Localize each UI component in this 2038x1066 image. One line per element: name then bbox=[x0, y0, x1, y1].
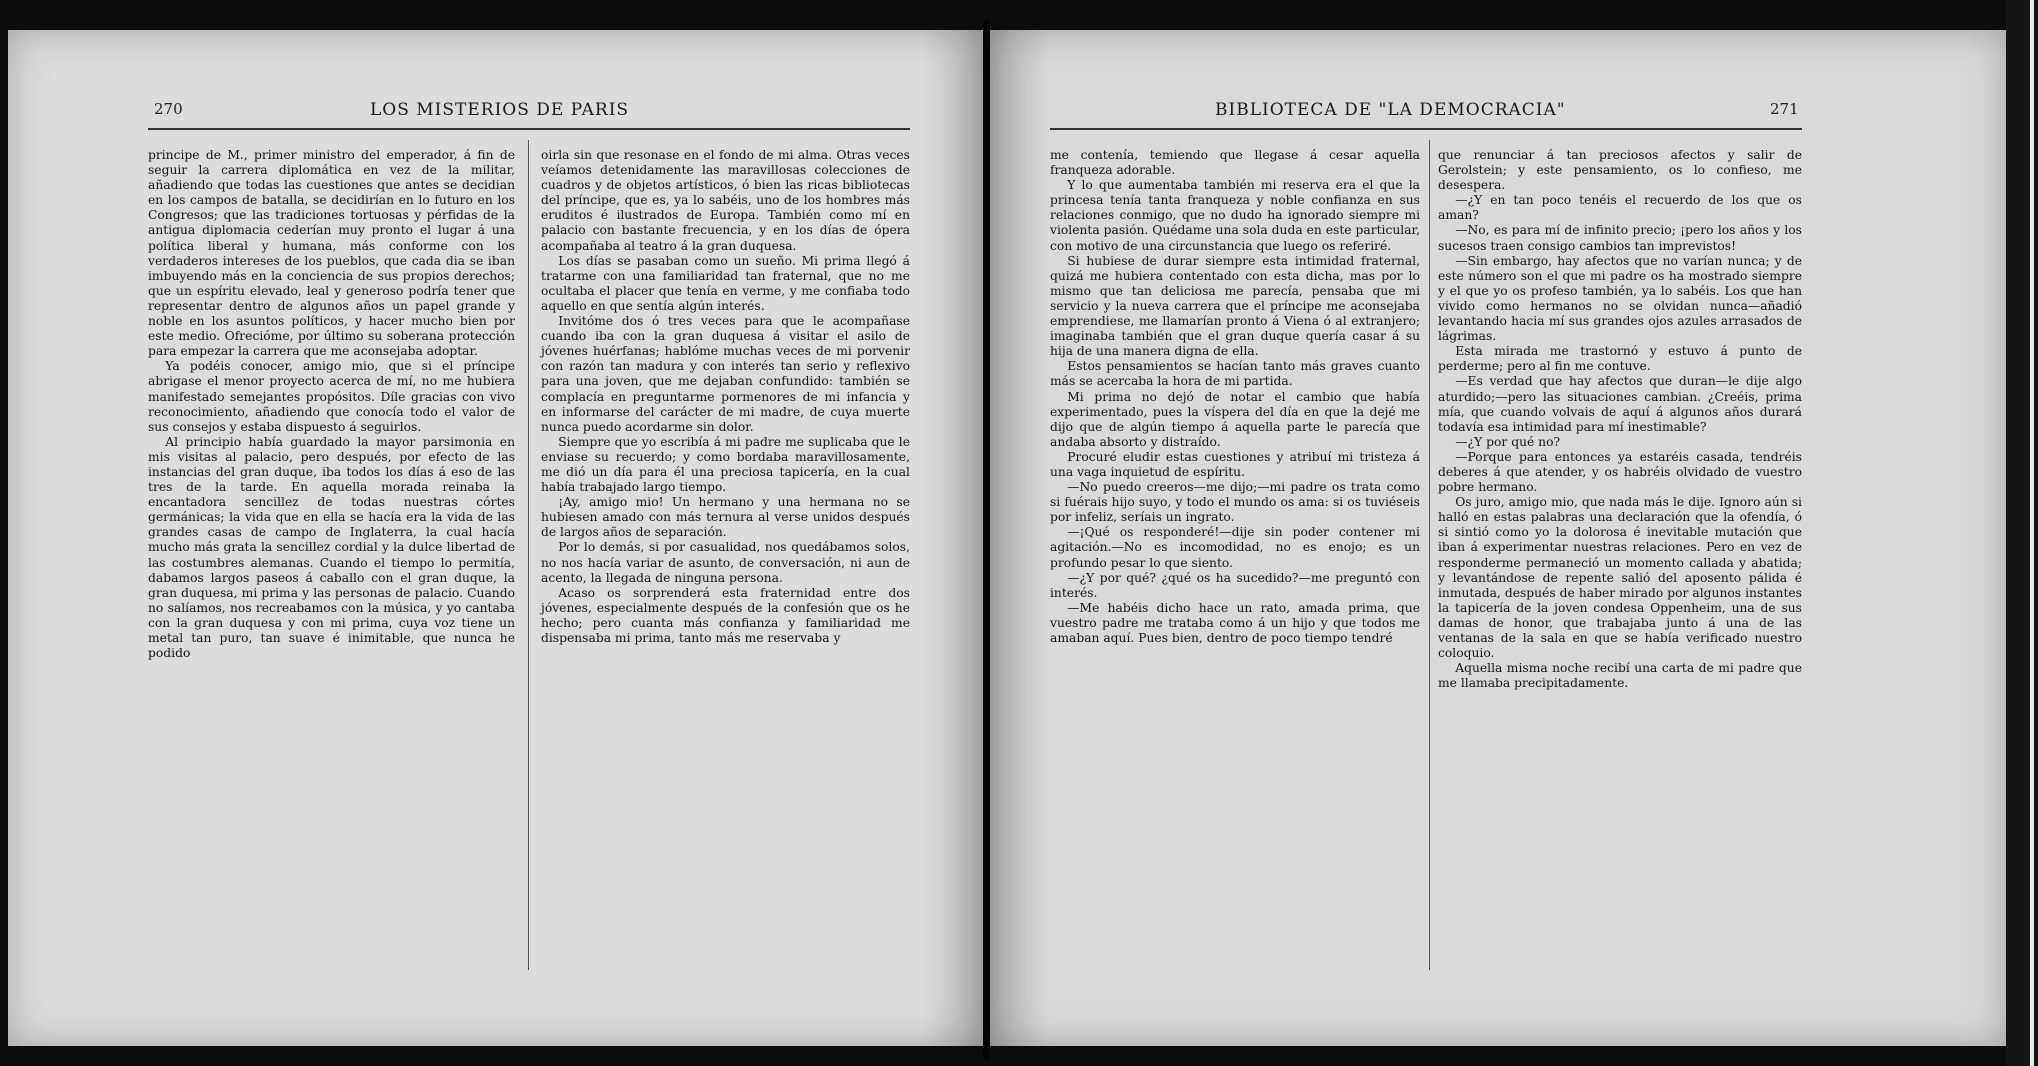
right-page bbox=[990, 30, 2006, 1046]
paragraph: Siempre que yo escribía á mi padre me suplicaba que le enviase su recuerdo; y como bordaba maravillosamente, me dió un día para él una preciosa tapicería, en la cual había trabajado largo tiempo. bbox=[541, 434, 910, 495]
fold-shadow bbox=[923, 30, 983, 1046]
paragraph: Mi prima no dejó de notar el cambio que había experimentado, pues la víspera del día en que la dejé me dijo que de algún tiempo á aquella parte le parecía que andaba absorto y distraído. bbox=[1050, 389, 1420, 449]
paragraph: principe de M., primer ministro del emperador, á fin de seguir la carrera diplomática en vez de la militar, añadiendo que todas las cuestiones que antes se decidian en los campos de batalla, se decidirían en lo futuro en los Congresos; que las tradiciones tortuosas y pérfidas de la antigua diplomacia cederían muy pronto el lugar á una política liberal y humana, más conforme con los verdaderos intereses de los pueblos, que cada dia se iban imbuyendo más en la conciencia de sus propios derechos; que un espíritu elevado, leal y generoso podría tener que representar dentro de algunos años un papel grande y noble en los asuntos políticos, y hacer mucho bien por este medio. Ofrecióme, por último su soberana protección para empezar la carrera que me aconsejaba adoptar. bbox=[148, 148, 515, 359]
paragraph: Y lo que aumentaba también mi reserva era el que la princesa tenía tanta franqueza y noble confianza en sus relaciones conmigo, que no dudo ha ignorado siempre mi violenta pasión. Quédame una sola duda en este particular, con motivo de una circunstancia que luego os referiré. bbox=[1050, 178, 1420, 253]
left-page bbox=[8, 30, 983, 1046]
paragraph: —No puedo creeros—me dijo;—mi padre os trata como si fuérais hijo suyo, y todo el mundo os ama: si os tuviéseis por infeliz, seríais un ingrato. bbox=[1050, 480, 1420, 525]
paragraph: Estos pensamientos se hacían tanto más graves cuanto más se acercaba la hora de mi partida. bbox=[1050, 359, 1420, 389]
column-rule bbox=[1429, 140, 1430, 970]
paragraph: ¡Ay, amigo mio! Un hermano y una hermana no se hubiesen amado con más ternura al verse unidos después de largos años de separación. bbox=[541, 495, 910, 540]
paragraph: Los días se pasaban como un sueño. Mi prima llegó á tratarme con una familiaridad tan fraternal, que no me ocultaba el placer que tenía en verme, y me confiaba todo aquello en que sentía algún interés. bbox=[541, 253, 910, 313]
fold-shadow bbox=[990, 30, 1050, 1046]
paragraph: oirla sin que resonase en el fondo de mi alma. Otras veces veíamos detenidamente las maravillosas colecciones de cuadros y de objetos artísticos, ó bien las ricas bibliotecas del príncipe, que es, ya lo sabéis, uno de los hombres más eruditos é ilustrados de Europa. También como mí en palacio con bastante frecuencia, y en los días de ópera acompañaba al teatro á la gran duquesa. bbox=[541, 148, 910, 253]
paragraph: Si hubiese de durar siempre esta intimidad fraternal, quizá me hubiera contentado con esta dicha, mas por lo mismo que tan deliciosa me parecía, pensaba que mi servicio y la nueva carrera que el príncipe me aconsejaba emprendiese, me llamarían pronto á Viena ó al extranjero; imaginaba también que el gran duque quería casar á su hija de una manera digna de ella. bbox=[1050, 253, 1420, 359]
paragraph: Ya podéis conocer, amigo mio, que si el príncipe abrigase el menor proyecto acerca de mí, no me hubiera manifestado semejantes propósitos. Díle gracias con vivo reconocimiento, añadiendo que conocía todo el valor de sus consejos y estaba dispuesto á seguirlos. bbox=[148, 359, 515, 434]
left-column-2 bbox=[541, 148, 910, 646]
left-page-number: 270 bbox=[154, 100, 183, 118]
paragraph: —¿Y por qué? ¿qué os ha sucedido?—me preguntó con interés. bbox=[1050, 570, 1420, 600]
paragraph: —¡Qué os responderé!—dije sin poder contener mi agitación.—No es incomodidad, no es enojo; es un profundo pesar lo que siento. bbox=[1050, 525, 1420, 570]
paragraph: —Me habéis dicho hace un rato, amada prima, que vuestro padre me trataba como á un hijo y que todos me amaban aquí. Pues bien, dentro de poco tiempo tendré bbox=[1050, 600, 1420, 645]
paragraph: que renunciar á tan preciosos afectos y salir de Gerolstein; y este pensamiento, os lo confieso, me desespera. bbox=[1438, 148, 1802, 193]
paragraph: Aquella misma noche recibí una carta de mi padre que me llamaba precipitadamente. bbox=[1438, 661, 1802, 691]
paragraph: Invitóme dos ó tres veces para que le acompañase cuando iba con la gran duquesa á visitar el asilo de jóvenes huérfanas; hablóme muchas veces de mi porvenir con razón tan madura y con interés tan serio y reflexivo para una joven, que me dejaban confundido: también se complacía en preguntarme pormenores de mi infancia y en informarse del carácter de mi madre, de cuya muerte nunca puedo acordarme sin dolor. bbox=[541, 314, 910, 434]
paragraph: Al principio había guardado la mayor parsimonia en mis visitas al palacio, pero después, por efecto de las instancias del gran duque, iba todos los días á eso de las tres de la tarde. En aquella morada reinaba la encantadora sencillez de todas nuestras córtes germánicas; la vida que en ella se hacía era la vida de las grandes casas de campo de Inglaterra, la cual hacía mucho más grata la sencillez cordial y la dulce libertad de las costumbres alemanas. Cuando el tiempo lo permitía, dabamos largos paseos á caballo con el gran duque, la gran duquesa, mi prima y las personas de palacio. Cuando no salíamos, nos recreabamos con la música, y yo cantaba con la gran duquesa y con mi prima, cuya voz tiene un metal tan puro, tan suave é inimitable, que nunca he podido bbox=[148, 434, 515, 661]
left-column-1 bbox=[148, 148, 515, 661]
right-column-2 bbox=[1438, 148, 1802, 691]
paragraph: —Porque para entonces ya estaréis casada, tendréis deberes á que atender, y os habréis olvidado de vuestro pobre hermano. bbox=[1438, 449, 1802, 495]
paragraph: me contenía, temiendo que llegase á cesar aquella franqueza adorable. bbox=[1050, 148, 1420, 178]
scan-edge-line bbox=[2030, 0, 2034, 1066]
right-head-rule bbox=[1050, 128, 1802, 130]
paragraph: Esta mirada me trastornó y estuvo á punto de perderme; pero al fin me contuve. bbox=[1438, 344, 1802, 374]
right-running-head: BIBLIOTECA DE "LA DEMOCRACIA" bbox=[1215, 100, 1566, 120]
left-head-rule bbox=[148, 128, 910, 130]
paragraph: —¿Y en tan poco tenéis el recuerdo de los que os aman? bbox=[1438, 193, 1802, 223]
paragraph: Procuré eludir estas cuestiones y atribuí mi tristeza á una vaga inquietud de espíritu. bbox=[1050, 449, 1420, 479]
right-column-1 bbox=[1050, 148, 1420, 646]
paragraph: Por lo demás, si por casualidad, nos quedábamos solos, no nos hacía variar de asunto, de conversación, ni aun de acento, la llegada de ninguna persona. bbox=[541, 540, 910, 585]
paragraph: Acaso os sorprenderá esta fraternidad entre dos jóvenes, especialmente después de la confesión que os he hecho; pero cuanta más confianza y familiaridad me dispensaba mi prima, tanto más me reservaba y bbox=[541, 585, 910, 645]
paragraph: —Es verdad que hay afectos que duran—le dije algo aturdido;—pero las situaciones cambian. ¿Creéis, prima mía, que cuando volvais de aquí á algunos años durará todavía esa intimidad para mí inestimable? bbox=[1438, 374, 1802, 434]
paragraph: —¿Y por qué no? bbox=[1455, 434, 1561, 449]
book-gutter bbox=[983, 20, 990, 1060]
paragraph: —No, es para mí de infinito precio; ¡pero los años y los sucesos traen consigo cambios tan imprevistos! bbox=[1438, 223, 1802, 253]
left-running-head: LOS MISTERIOS DE PARIS bbox=[370, 100, 630, 120]
right-page-number: 271 bbox=[1770, 100, 1799, 118]
paragraph: Os juro, amigo mio, que nada más le dije. Ignoro aún si halló en estas palabras una declaración que la ofendía, ó si sintió como yo la dolorosa é inevitable mutación que iban á experimentar nuestras relaciones. Pero en vez de responderme permaneció un momento callada y abatida; y levantándose de repente salió del aposento pálida é inmutada, después de haber mirado por algunos instantes la tapicería de la joven condesa Oppenheim, una de sus damas de honor, que trabajaba junto á una de las ventanas de la sala en que se había verificado nuestro coloquio. bbox=[1438, 495, 1802, 661]
column-rule bbox=[528, 140, 529, 970]
paragraph: —Sin embargo, hay afectos que no varían nunca; y de este número son el que mi padre os ha mostrado siempre y el que yo os profeso también, ya lo sabéis. Los que han vivido como hermanos no se olvidan nunca—añadió levantando hacia mí sus grandes ojos azules arrasados de lágrimas. bbox=[1438, 253, 1802, 344]
